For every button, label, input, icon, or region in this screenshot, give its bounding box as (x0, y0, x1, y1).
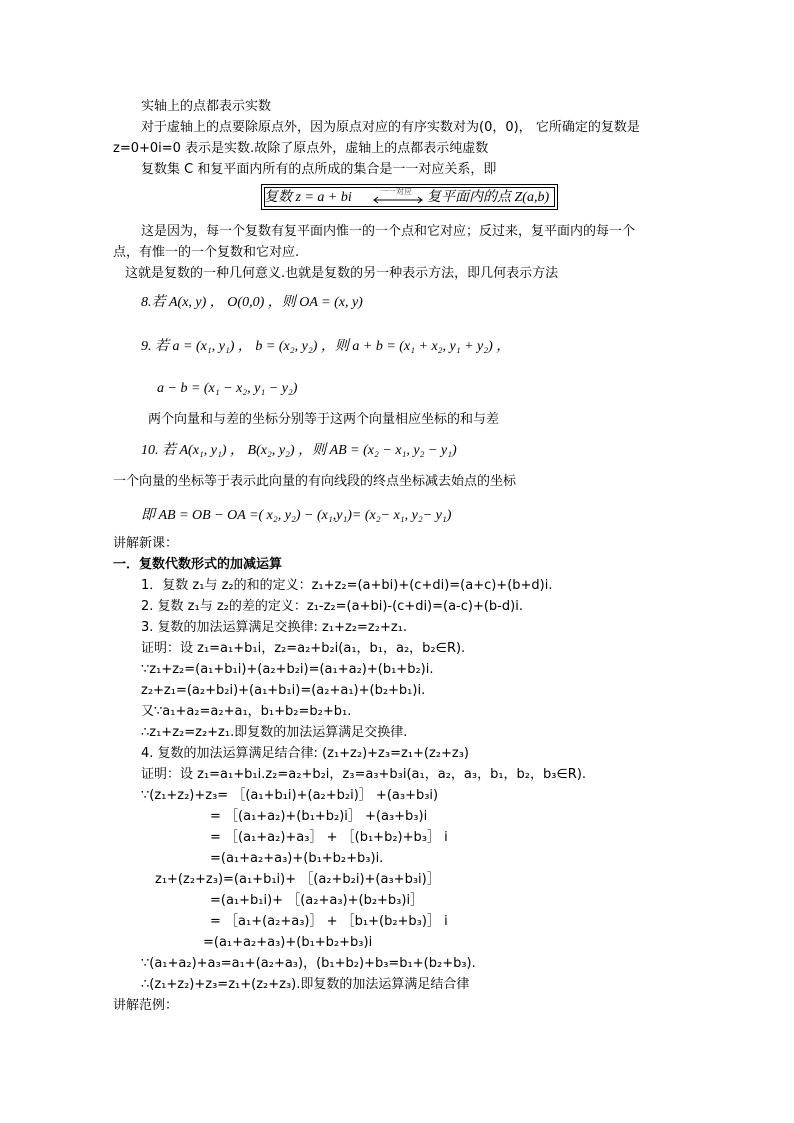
formula-10: 10. 若 A(x₁, y₁) ， B(x₂, y₂) ，则 AB = (x₂ − x₁, y₂ − y₁) (141, 443, 457, 458)
formula-vector-ab: 即 AB = OB − OA =( x₂, y₂) − (x₁,y₁)= (x₂− x₁, y₂− y₁) (141, 508, 452, 523)
box-left-text: 复数 z = a + bi (264, 190, 352, 205)
section-heading: 讲解范例： (113, 998, 179, 1013)
formula-9b: a − b = (x₁ − x₂, y₁ − y₂) (157, 381, 298, 396)
proof-line: 证明：设 z₁=a₁+b₁i，z₂=a₂+b₂i(a₁，b₁，a₂，b₂∈R). (141, 641, 466, 656)
proof-line: 证明：设 z₁=a₁+b₁i.z₂=a₂+b₂i，z₃=a₃+b₃i(a₁，a₂，a₃，b₁，b₂，b₃∈R). (141, 767, 587, 782)
double-arrow-icon (372, 187, 424, 206)
section-heading: 讲解新课： (113, 536, 179, 551)
text-line: 一个向量的坐标等于表示此向量的有向线段的终点坐标减去始点的坐标 (113, 474, 517, 489)
proof-line: = ［(a₁+a₂)+(b₁+b₂)i］ +(a₃+b₃)i (210, 809, 428, 824)
proof-line: =(a₁+a₂+a₃)+(b₁+b₂+b₃)i (203, 935, 373, 950)
text-line: 对于虚轴上的点要除原点外，因为原点对应的有序实数对为(0，0)， 它所确定的复数是 (141, 120, 640, 135)
proof-line: ∵(z₁+z₂)+z₃= ［(a₁+b₁i)+(a₂+b₂i)］ +(a₃+b₃i) (141, 788, 439, 803)
proof-line: z₁+(z₂+z₃)=(a₁+b₁i)+ ［(a₂+b₂i)+(a₃+b₃i)］ (155, 872, 440, 887)
proof-line: ∵z₁+z₂=(a₁+b₁i)+(a₂+b₂i)=(a₁+a₂)+(b₁+b₂)i. (141, 662, 434, 677)
proof-line: ∵(a₁+a₂)+a₃=a₁+(a₂+a₃)，(b₁+b₂)+b₃=b₁+(b₂+b₃). (141, 956, 476, 971)
formula-9: 9. 若 a = (x₁, y₁) ， b = (x₂, y₂) ，则 a + b = (x₁ + x₂, y₁ + y₂) ， (141, 339, 511, 354)
definition-difference: 2. 复数 z₁与 z₂的差的定义：z₁-z₂=(a+bi)-(c+di)=(a-c)+(b-d)i. (141, 599, 523, 614)
text-line: 两个向量和与差的坐标分别等于这两个向量相应坐标的和与差 (148, 412, 500, 427)
proof-line: =(a₁+a₂+a₃)+(b₁+b₂+b₃)i. (210, 851, 384, 866)
text-line: 点，有惟一的一个复数和它对应. (113, 245, 300, 260)
text-line: 复数集 C 和复平面内所有的点所成的集合是一一对应关系，即 (141, 162, 497, 177)
text-line: 这是因为，每一个复数有复平面内惟一的一个点和它对应；反过来，复平面内的每一个 (141, 224, 636, 239)
section-title: 一．复数代数形式的加减运算 (113, 557, 283, 572)
arrow-label: 一一对应 (380, 187, 412, 196)
proof-line: 又∵a₁+a₂=a₂+a₁，b₁+b₂=b₂+b₁. (141, 704, 352, 719)
definition-sum: 1．复数 z₁与 z₂的和的定义：z₁+z₂=(a+bi)+(c+di)=(a+c)+(b+d)i. (141, 578, 553, 593)
commutative-law: 3. 复数的加法运算满足交换律: z₁+z₂=z₂+z₁. (141, 620, 407, 635)
text-line: z=0+0i=0 表示是实数.故除了原点外，虚轴上的点都表示纯虚数 (113, 141, 489, 156)
box-right-text: 复平面内的点 Z(a,b) (427, 190, 550, 205)
proof-conclusion: ∴(z₁+z₂)+z₃=z₁+(z₂+z₃).即复数的加法运算满足结合律 (141, 977, 470, 992)
associative-law: 4. 复数的加法运算满足结合律: (z₁+z₂)+z₃=z₁+(z₂+z₃) (141, 746, 470, 761)
proof-line: = ［a₁+(a₂+a₃)］ + ［b₁+(b₂+b₃)］ i (210, 914, 448, 929)
proof-line: = ［(a₁+a₂)+a₃］ + ［(b₁+b₂)+b₃］ i (210, 830, 448, 845)
text-line: 实轴上的点都表示实数 (141, 99, 272, 114)
proof-line: z₂+z₁=(a₂+b₂i)+(a₁+b₁i)=(a₂+a₁)+(b₂+b₁)i. (141, 683, 426, 698)
formula-8: 8.若 A(x, y) ， O(0,0) ，则 OA = (x, y) (141, 295, 363, 310)
proof-line: ∴z₁+z₂=z₂+z₁.即复数的加法运算满足交换律. (141, 725, 408, 740)
text-line: 这就是复数的一种几何意义.也就是复数的另一种表示方法，即几何表示方法 (125, 266, 559, 281)
proof-line: =(a₁+b₁i)+ ［(a₂+a₃)+(b₂+b₃)i］ (210, 893, 424, 908)
